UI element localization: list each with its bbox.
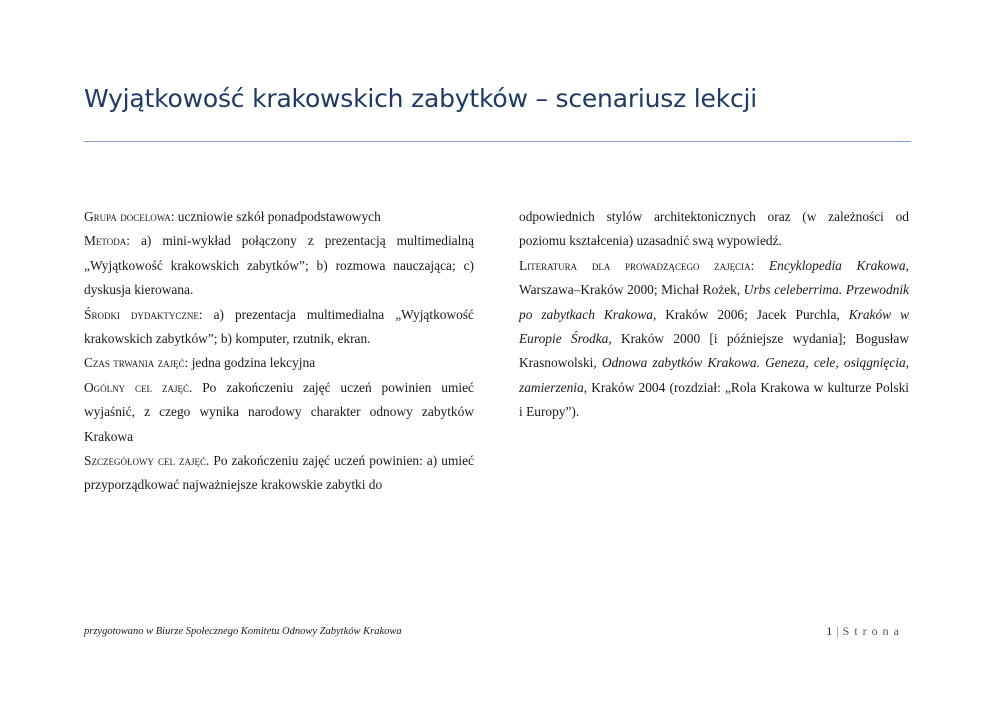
literature-colon: : xyxy=(750,257,769,273)
literature-label: Literatura dla prowadzącego zajęcia xyxy=(519,257,751,273)
literature-title-1: Encyklopedia Krakowa xyxy=(769,257,906,273)
duration-paragraph xyxy=(84,351,474,375)
literature-text-1: , Warszawa–Kraków 2000; Michał Rożek, xyxy=(519,257,909,298)
literature-title-3: Kraków w Europie Środka, xyxy=(519,306,909,347)
left-column xyxy=(84,205,474,498)
title-divider xyxy=(84,141,911,142)
literature-text-2: , Kraków 2006; Jacek Purchla, xyxy=(652,306,849,322)
general-goal-text: . Po zakończeniu zajęć uczeń powinien umieć wyjaśnić, z czego wynika narodowy charakter odnowy zabytków Krakowa xyxy=(84,379,474,444)
footer-note: przygotowano w Biurze Społecznego Komitetu Odnowy Zabytków Krakowa xyxy=(84,626,402,637)
page-title: Wyjątkowość krakowskich zabytków – scenariusz lekcji xyxy=(84,84,758,113)
page-number: 1 xyxy=(826,624,833,638)
literature-text-3: Kraków 2000 [i późniejsze wydania]; Bogusław Krasnowolski, xyxy=(519,331,909,371)
method-label: Metoda xyxy=(84,233,127,249)
teaching-aids-paragraph xyxy=(84,303,474,352)
target-group-label: Grupa docelowa xyxy=(84,209,171,224)
literature-text-4: , Kraków 2004 (rozdział: „Rola Krakowa w kulturze Polski i Europy”). xyxy=(519,379,909,420)
specific-goal-text: . Po zakończeniu zajęć uczeń powinien: a) umieć przyporządkować najważniejsze krakowskie zabytki do xyxy=(84,453,474,493)
specific-goal-continuation: odpowiednich stylów architektonicznych oraz (w zależności od poziomu kształcenia) uzasadnić swą wypowiedź. xyxy=(519,209,909,249)
literature-title-2: Urbs celeberrima. Przewodnik po zabytkach Krakowa xyxy=(519,282,909,322)
specific-goal-label: Szczegółowy cel zajęć xyxy=(84,453,206,469)
duration-text: : jedna godzina lekcyjna xyxy=(184,355,316,371)
right-column xyxy=(519,205,909,425)
general-goal-label: Ogólny cel zajęć xyxy=(84,379,189,395)
literature-title-4: Odnowa zabytków Krakowa. Geneza, cele, osiągnięcia, zamierzenia xyxy=(519,355,909,395)
teaching-aids-label: Środki dydaktyczne xyxy=(84,306,199,322)
teaching-aids-text: : a) prezentacja multimedialna „Wyjątkowość krakowskich zabytków”; b) komputer, rzutnik, ekran. xyxy=(84,306,474,347)
target-group-text: : uczniowie szkół ponadpodstawowych xyxy=(170,209,381,224)
page-word: Strona xyxy=(842,624,904,638)
method-text: : a) mini-wykład połączony z prezentacją multimedialną „Wyjątkowość krakowskich zabytków”; b) rozmowa nauczająca; c) dyskusja kierowana. xyxy=(84,233,474,298)
method-paragraph xyxy=(84,229,474,302)
specific-goal-paragraph xyxy=(84,449,474,498)
duration-label: Czas trwania zajęć xyxy=(84,355,185,371)
general-goal-paragraph xyxy=(84,376,474,449)
target-group-paragraph xyxy=(84,205,474,229)
footer-page-indicator xyxy=(826,624,904,639)
page-separator: | xyxy=(836,624,839,638)
literature-paragraph xyxy=(519,254,909,425)
